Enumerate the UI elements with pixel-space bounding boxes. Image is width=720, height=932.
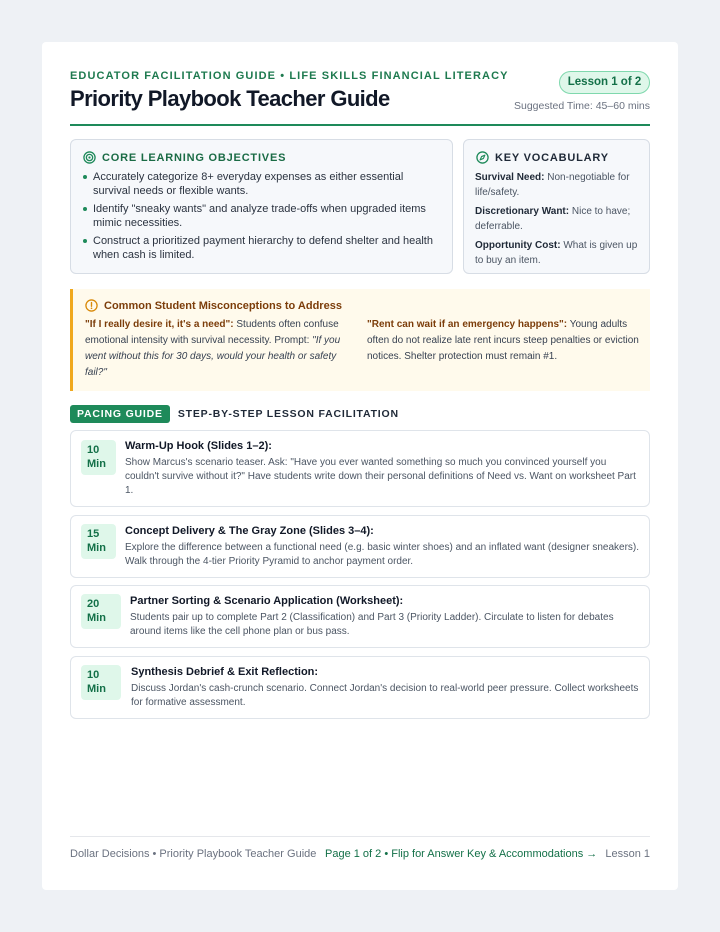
objective-item: Accurately categorize 8+ everyday expenses as either essential survival needs or flexible wants.: [83, 170, 443, 198]
vocabulary-definition: Nice to have; deferrable.: [475, 206, 631, 232]
duration-badge: [81, 524, 116, 559]
step-title: Warm-Up Hook (Slides 1–2):: [125, 440, 272, 452]
lesson-badge: Lesson 1 of 2: [559, 71, 650, 94]
duration-number: 15: [87, 528, 100, 540]
duration-number: 20: [87, 598, 100, 610]
objective-item: Identify "sneaky wants" and analyze trade-offs when upgraded items mimic necessities.: [83, 202, 443, 230]
misconception-text: Young adults often do not realize late rent incurs steep penalties or eviction notices. Shelter protection must remain #1.: [367, 319, 639, 362]
misconception-left: [85, 317, 357, 381]
duration-number: 10: [87, 669, 100, 681]
duration-badge: [81, 665, 121, 700]
misconceptions-heading: [85, 299, 342, 312]
misconception-quote: "If I really desire it, it's a need":: [85, 319, 234, 330]
misconception-prompt: "If you went without this for 30 days, would your health or safety fail?": [85, 335, 341, 378]
misconceptions-callout: [70, 289, 650, 391]
step-title: Synthesis Debrief & Exit Reflection:: [131, 666, 319, 678]
vocabulary-card: [463, 139, 650, 274]
vocabulary-term: Survival Need:: [475, 172, 545, 183]
vocabulary-heading-text: KEY VOCABULARY: [495, 151, 609, 164]
step-body: Discuss Jordan's cash-crunch scenario. Connect Jordan's decision to real-world peer pressure. Collect worksheets for formative assessment.: [131, 683, 639, 708]
pacing-step: [70, 515, 650, 578]
objective-item: Construct a prioritized payment hierarchy to defend shelter and health when cash is limited.: [83, 234, 443, 262]
misconception-quote: "Rent can wait if an emergency happens":: [367, 319, 568, 330]
pacing-heading: [70, 405, 399, 423]
pacing-step: [70, 430, 650, 507]
duration-number: 10: [87, 444, 100, 456]
pacing-badge: PACING GUIDE: [70, 405, 170, 423]
pacing-subtitle: STEP-BY-STEP LESSON FACILITATION: [177, 408, 399, 420]
step-body: Show Marcus's scenario teaser. Ask: "Have you ever wanted something so much you convinced yourself you couldn't survive without it?" Have students write down their personal definitions of Need vs. Want on worksheet Part 1.: [125, 457, 636, 496]
page-footer: [70, 836, 650, 866]
step-body: Students pair up to complete Part 2 (Classification) and Part 3 (Priority Ladder). Circulate to listen for debates around items like the cell phone plan or bus pass.: [130, 612, 614, 637]
vocabulary-term: Discretionary Want:: [475, 206, 570, 217]
vocabulary-item: [475, 238, 641, 268]
misconceptions-heading-text: Common Student Misconceptions to Address: [104, 299, 342, 312]
step-title: Partner Sorting & Scenario Application (Worksheet):: [130, 595, 404, 607]
duration-unit: Min: [87, 542, 106, 554]
duration-unit: Min: [87, 458, 106, 470]
document-page: [42, 42, 678, 890]
objectives-heading: [83, 151, 286, 164]
eyebrow-label: EDUCATOR FACILITATION GUIDE • LIFE SKILLS FINANCIAL LITERACY: [70, 70, 509, 82]
vocabulary-term: Opportunity Cost:: [475, 240, 561, 251]
objectives-card: [70, 139, 453, 274]
page-title: Priority Playbook Teacher Guide: [70, 86, 390, 111]
footer-left: Dollar Decisions • Priority Playbook Teacher Guide: [70, 848, 317, 860]
duration-badge: [81, 594, 121, 629]
vocabulary-heading: [476, 151, 609, 164]
duration-badge: [81, 440, 116, 475]
misconception-right: [367, 317, 643, 365]
vocabulary-definition: What is given up to buy an item.: [475, 240, 638, 266]
pacing-step: [70, 585, 650, 648]
vocabulary-list: [475, 170, 641, 272]
objectives-list: [83, 170, 443, 266]
objectives-heading-text: CORE LEARNING OBJECTIVES: [102, 151, 287, 164]
compass-icon: [476, 151, 489, 164]
duration-unit: Min: [87, 683, 106, 695]
pacing-step: [70, 656, 650, 719]
vocabulary-item: [475, 204, 641, 234]
misconception-text: Students often confuse emotional intensity with survival necessity. Prompt:: [85, 319, 339, 346]
duration-unit: Min: [87, 612, 106, 624]
step-body: Explore the difference between a functional need (e.g. basic winter shoes) and an inflated want (designer sneakers). Walk through the 4-tier Priority Pyramid to anchor payment order.: [125, 542, 640, 567]
alert-icon: [85, 299, 98, 312]
page-header: [70, 70, 650, 126]
vocabulary-item: [475, 170, 641, 200]
footer-page-info: Page 1 of 2 • Flip for Answer Key & Accommodations →: [325, 848, 598, 860]
target-icon: [83, 151, 96, 164]
step-title: Concept Delivery & The Gray Zone (Slides 3–4):: [125, 525, 374, 537]
vocabulary-definition: Non-negotiable for life/safety.: [475, 172, 630, 198]
suggested-time: Suggested Time: 45–60 mins: [514, 100, 650, 112]
footer-lesson: Lesson 1: [605, 848, 650, 860]
